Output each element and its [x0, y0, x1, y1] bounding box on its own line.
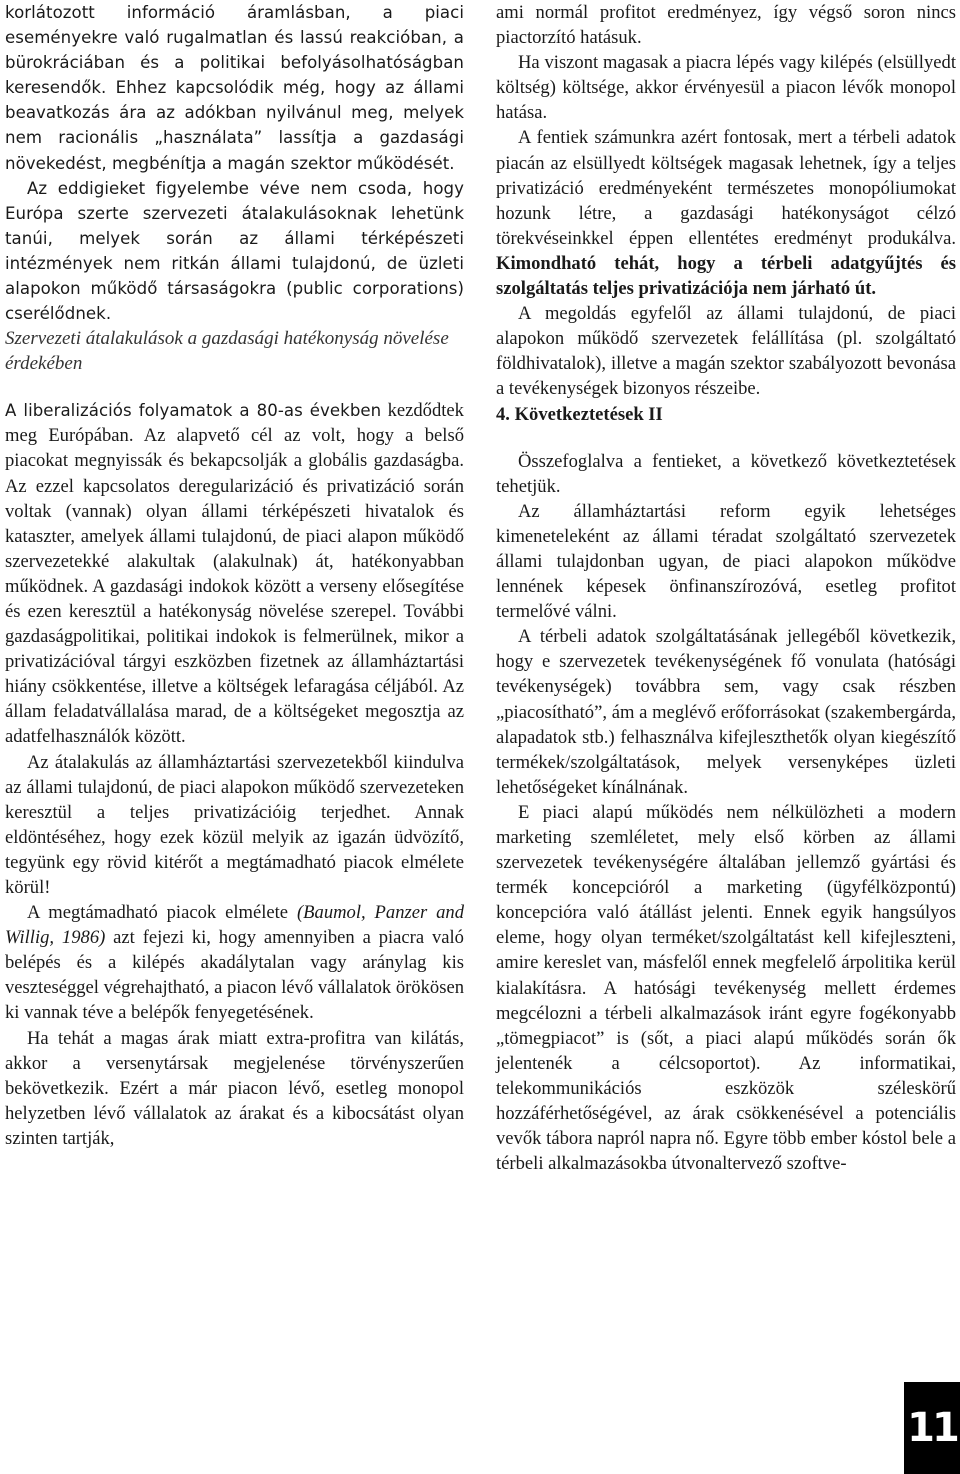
paragraph-lead: A liberalizációs folyamatok a 80-as években	[5, 401, 382, 421]
paragraph: ami normál profitot eredményez, így végső soron nincs piactorzító hatásuk.	[496, 2, 956, 49]
paragraph: korlátozott információ áramlásban, a piaci eseményekre való rugalmatlan és lassú reakcióban, a bürokráciában és a politikai befolyásolhatóságban keresendők. Ehhez kapcsolódik még, hogy az állami beavatkozás ára az adókban nyilvánul meg, melyek nem racionális „használata” lassítja a gazdasági növekedést, megbénítja a magán szektor működését.	[5, 3, 464, 173]
paragraph: Az államháztartási reform egyik lehetséges kimeneteleként az állami téradat szolgáltató szervezetek állami tulajdonban ugyan, de piaci alapokon működve lennének képesek önfinanszírozóvá, esetleg profitot termelővé válni.	[496, 500, 956, 623]
paragraph: Összefoglalva a fentieket, a következő következtetések tehetjük.	[496, 450, 956, 497]
paragraph: A megoldás egyfelől az állami tulajdonú, de piaci alapokon működő szervezetek felállítása (pl. szolgáltató földhivatalok), illetve a magán szektor szabályozott bevonása a tevékenységek bizonyos részeibe.	[496, 303, 956, 400]
paragraph-text: A fentiek számunkra azért fontosak, mert a térbeli adatok piacán az elsüllyedt költségek magasak lehetnek, így a teljes privatizáció eredményeként természetes monopóliumokat hozunk létre, a gazdasági hatékonyságot célzó törekvéseinkkel éppen ellentétes eredményt produkálva.	[496, 127, 956, 249]
paragraph: E piaci alapú működés nem nélkülözheti a modern marketing szemléletet, mely első körben az állami szervezetek tevékenységére általában jellemző gyártási és termék koncepcióról a marketing (ügyfélközpontú) koncepcióra való átállást jelenti. Ennek egyik hangsúlyos eleme, hogy olyan terméket/szolgáltatást kell kifejleszteni, amire kereslet van, másfelől ennek megfelelő árpolitika kerül kialakításra. A hatósági tevékenység mellett érdemes megcélozni a térbeli alkalmazások iránt egyre fogékonyabb „tömegpiacot” is (sőt, a piaci alapú működés során ők jelentenék a célcsoportot). Az informatikai, telekommunikációs eszközök széleskörű hozzáférhetőségével, az árak csökkenésével a potenciális vevők tábora napról napra nő. Egyre több ember kóstol bele a térbeli alkalmazásokba útvonaltervező szoftve-	[496, 801, 956, 1175]
paragraph-body: kezdődtek meg Európában. Az alapvető cél az volt, hogy a belső piacokat megnyissák és bekapcsolják a globális gazdaságba. Az ezzel kapcsolatos deregularizáció és privatizáció során voltak (vannak) olyan állami térképészeti hivatalok és kataszter, amelyek állami tulajdonú, de piaci alapon működő szervezetekké alakultak (alakulnak) át, hatékonyabban működnek. A gazdasági indokok között a verseny elősegítése és ezen keresztül a hatékonyság növelése szerepel. További gazdaságpolitikai, politikai indokok is felmerülnek, mikor a privatizációval tárgyi eszközben fizetnek az államháztartási hiány csökkentése, illetve a költségek lefaragása céljából. Az állam feladatvállalása marad, de a költségeket megosztja az adatfelhasználók között.	[5, 400, 464, 748]
paragraph	[5, 398, 464, 749]
paragraph: Ha viszont magasak a piacra lépés vagy kilépés (elsüllyedt költség) költsége, akkor érvényesül a piacon lévők monopol hatása.	[496, 52, 956, 124]
section-subheading: Szervezeti átalakulások a gazdasági hatékonyság növelése érdekében	[5, 328, 449, 375]
paragraph	[496, 125, 956, 301]
paragraph	[5, 900, 464, 1025]
left-column	[5, 0, 464, 1151]
paragraph: Az átalakulás az államháztartási szervezetekből kiindulva az állami tulajdonú, de piaci alapokon működő szervezeteken keresztül a teljes privatizációig terjedhet. Annak eldöntéséhez, hogy ezek közül melyik az igazán üdvözítő, tegyünk egy rövid kitérőt a megtámadható piacok elmélete körül!	[5, 751, 464, 898]
paragraph: A térbeli adatok szolgáltatásának jellegéből következik, hogy e szervezetek tevékenységének fő vonulata (hatósági tevékenységek) továbbra sem, vagy csak részben „piacosítható”, ám a meglévő erőforrásokat (szakembergárda, alapadatok stb.) felhasználva kifejleszthetők olyan kiegészítő termékek/szolgáltatások, melyek versenyképes üzleti lehetőségeket kínálnának.	[496, 626, 956, 798]
paragraph-text: azt fejezi ki, hogy amennyiben a piacra való belépés és a kilépés akadálytalan vagy aránylag kis veszteséggel végrehajtható, a piacon lévő vállalatok örökösen ki vannak téve a belépők fenyegetésének.	[5, 927, 464, 1024]
paragraph: Ha tehát a magas árak miatt extra-profitra van kilátás, akkor a versenytársak megjelenése törvényszerűen bekövetkezik. Ezért a már piacon lévő, esetleg monopol helyzetben lévő vállalatok az árakat és a kibocsátást olyan szinten tartják,	[5, 1027, 464, 1149]
paragraph: Az eddigieket figyelembe véve nem csoda, hogy Európa szerte szervezeti átalakulásoknak lehetünk tanúi, melyek során az állami térképészeti intézmények nem ritkán állami tulajdonú, de üzleti alapokon működő társaságokra (public corporations) cserélődnek.	[5, 178, 464, 324]
page-number: 11	[904, 1382, 960, 1474]
key-statement: Kimondható tehát, hogy a térbeli adatgyűjtés és szolgáltatás teljes privatizációja nem járható út.	[496, 252, 956, 300]
right-column	[496, 0, 956, 1176]
paragraph-text: A megtámadható piacok elmélete	[27, 902, 289, 924]
citation: (Baumol, Panzer and Willig, 1986)	[5, 902, 464, 949]
section-heading: 4. Következtetések II	[496, 403, 663, 425]
